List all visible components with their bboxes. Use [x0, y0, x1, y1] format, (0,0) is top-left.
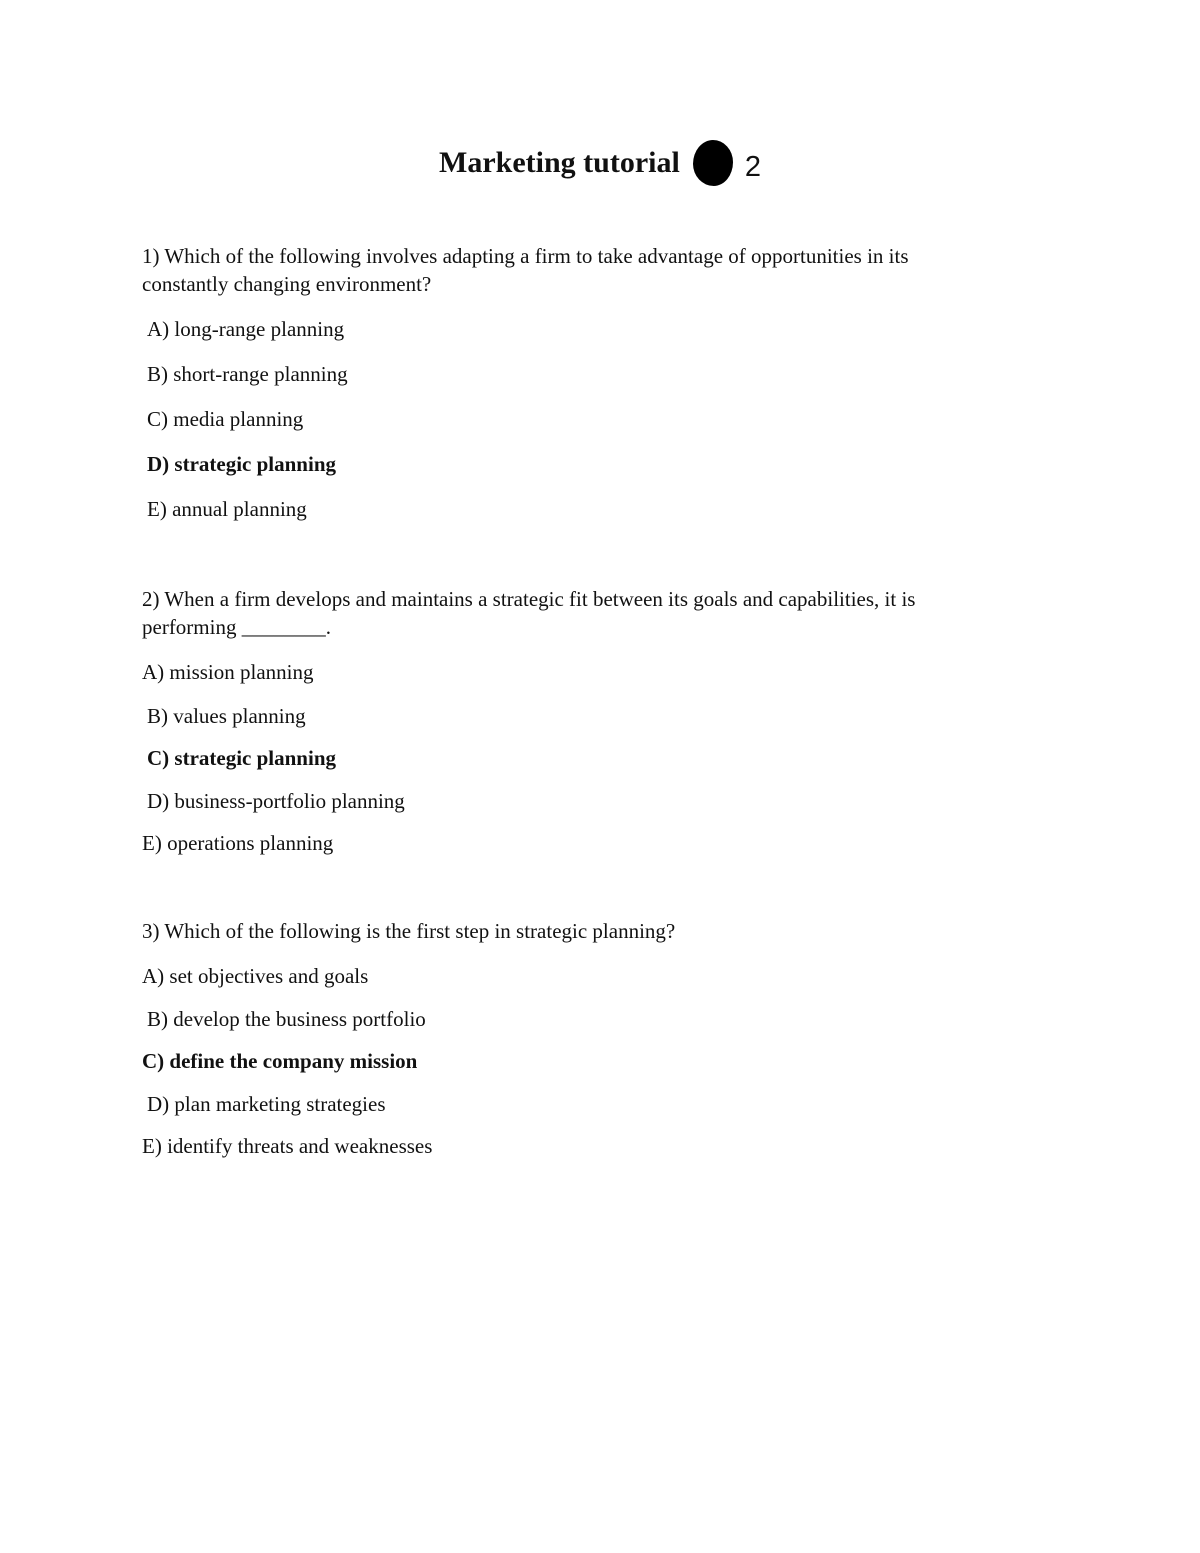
question-3-option-c-answer: C) define the company mission: [142, 1049, 418, 1073]
title-text: Marketing tutorial: [439, 146, 680, 180]
question-1-option-a: A) long-range planning: [147, 317, 345, 341]
ink-blot-mark: [693, 140, 733, 186]
question-2-option-b: B) values planning: [147, 704, 306, 728]
title-number: 2: [744, 151, 761, 183]
question-2-option-a: A) mission planning: [142, 660, 314, 684]
question-3-option-e: E) identify threats and weaknesses: [142, 1134, 433, 1158]
question-3-stem-line-1: 3) Which of the following is the first step in strategic planning?: [142, 919, 676, 943]
question-2-stem-line-1: 2) When a firm develops and maintains a strategic fit between its goals and capabilities, it is: [142, 587, 916, 611]
question-3-option-d: D) plan marketing strategies: [147, 1092, 386, 1116]
question-3-option-a: A) set objectives and goals: [142, 964, 369, 988]
question-1-option-e: E) annual planning: [147, 497, 307, 521]
question-1-option-b: B) short-range planning: [147, 362, 348, 386]
question-1-option-d-answer: D) strategic planning: [147, 452, 336, 476]
question-2-option-e: E) operations planning: [142, 831, 334, 855]
question-1-stem-line-2: constantly changing environment?: [142, 272, 432, 296]
question-1-stem-line-1: 1) Which of the following involves adapting a firm to take advantage of opportunities in its: [142, 244, 909, 268]
question-2-option-d: D) business-portfolio planning: [147, 789, 405, 813]
page-title: [0, 138, 1200, 190]
question-1-option-c: C) media planning: [147, 407, 304, 431]
question-3-option-b: B) develop the business portfolio: [147, 1007, 426, 1031]
question-2-stem-line-2: performing ________.: [142, 615, 331, 639]
question-2-option-c-answer: C) strategic planning: [147, 746, 336, 770]
